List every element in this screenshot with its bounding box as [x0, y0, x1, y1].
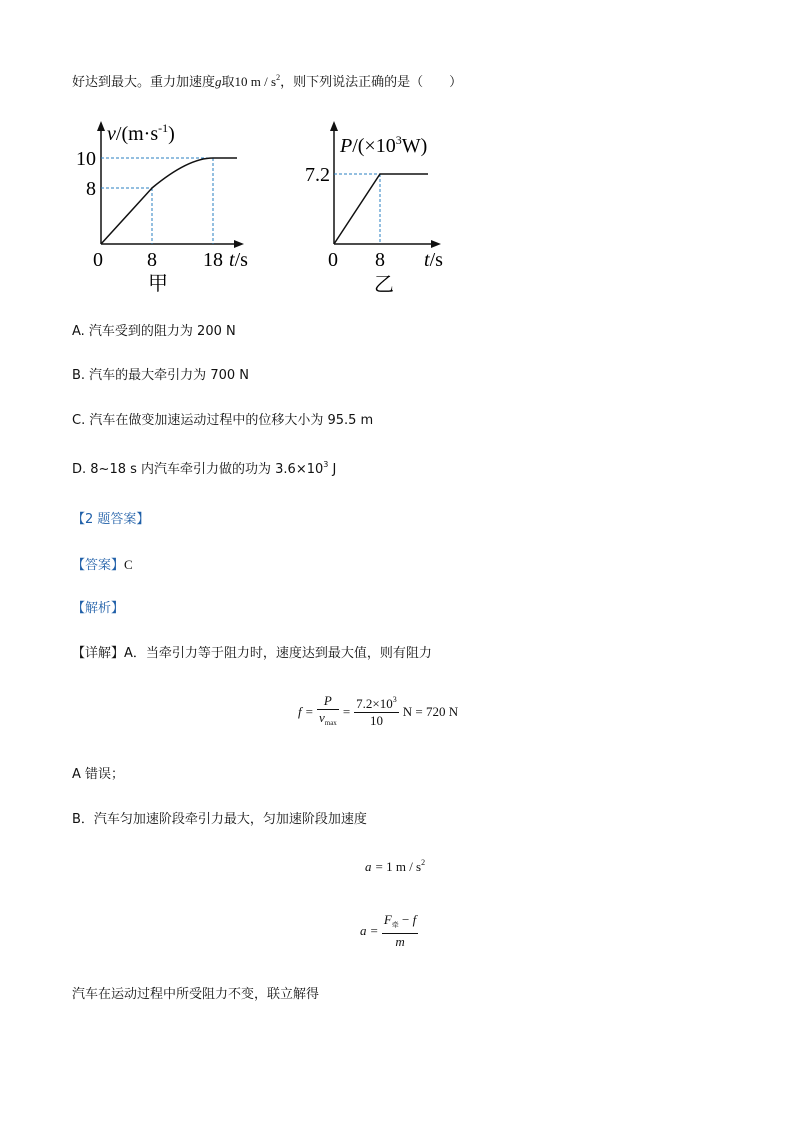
equation-acceleration-value: a = 1 m / $s^2$: [365, 858, 426, 874]
tick-t18: 18: [203, 249, 223, 271]
graph-caption-jia: 甲: [148, 273, 168, 295]
equation-acceleration-formula: a = $\frac{F_牵 - f}{m}$: [360, 912, 417, 949]
origin-label: 0: [328, 249, 338, 271]
detail-b-line: B．汽车匀加速阶段牵引力最大，匀加速阶段加速度: [72, 812, 367, 827]
t-axis-label: t/s: [424, 249, 443, 271]
tick-v8: 8: [86, 178, 96, 200]
power-time-graph: [295, 115, 465, 300]
origin-label: 0: [93, 249, 103, 271]
graph-caption-yi: 乙: [374, 274, 394, 296]
detail-line1: 【详解】A．当牵引力等于阻力时，速度达到最大值，则有阻力: [72, 646, 432, 661]
power-curve: [334, 174, 428, 244]
tick-t8: 8: [147, 249, 157, 271]
question-intro: 好达到最大。重力加速度g取10 m / $s^2$，则下列说法正确的是（ ）: [72, 73, 463, 90]
tick-v10: 10: [76, 148, 96, 170]
equation-friction: f = $\frac{P}{v_{max}}$ = $\frac{7.2\times 10^3}{10}$ N = 720 N: [298, 693, 459, 728]
p-axis-label: $P/(\times 10^3W)$: [340, 133, 428, 157]
t-axis-label: t/s: [229, 249, 248, 271]
velocity-curve: [101, 158, 237, 244]
option-b: B. 汽车的最大牵引力为 700 N: [72, 368, 249, 383]
option-a: A. 汽车受到的阻力为 200 N: [72, 324, 236, 339]
detail-last-line: 汽车在运动过程中所受阻力不变，联立解得: [72, 987, 320, 1002]
analysis-label: 【解析】: [72, 601, 125, 616]
tick-t8: 8: [375, 249, 385, 271]
velocity-time-graph: [60, 115, 280, 300]
answer-line: 【答案】C: [72, 557, 133, 573]
tick-p72: 7.2: [305, 164, 330, 186]
v-axis-label: $v/(m\cdot s^{-1})$: [107, 121, 175, 145]
a-wrong: A 错误；: [72, 767, 125, 782]
option-d: D. 8~18 s 内汽车牵引力做的功为 $3.6\times 10^3$ J: [72, 460, 337, 477]
option-c: C. 汽车在做变加速运动过程中的位移大小为 95.5 m: [72, 413, 374, 428]
section-title: 【2 题答案】: [72, 512, 150, 527]
